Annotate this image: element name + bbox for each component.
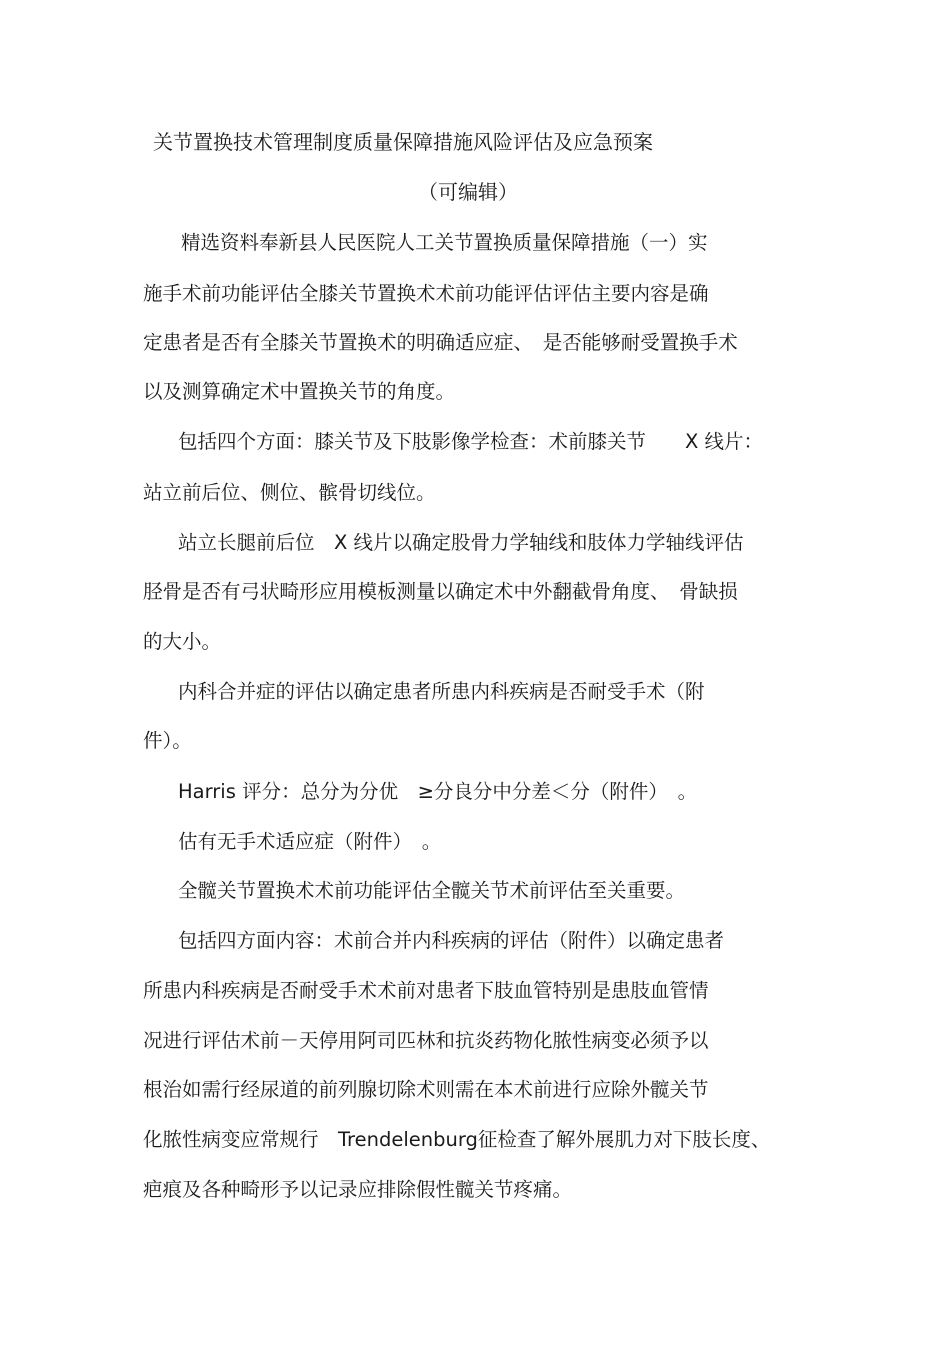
document-title-line-2: （可编辑） bbox=[418, 180, 518, 204]
body-text-line: 件）。 bbox=[143, 729, 192, 752]
body-text-line: 的大小。 bbox=[143, 630, 222, 653]
body-text-line: 根治如需行经尿道的前列腺切除术则需在本术前进行应除外髋关节 bbox=[143, 1078, 709, 1101]
body-text-line: 估有无手术适应症（附件） 。 bbox=[178, 830, 442, 853]
body-text-line: 定患者是否有全膝关节置换术的明确适应症、 是否能够耐受置换手术 bbox=[143, 331, 738, 354]
body-text-line: 站立长腿前后位 X 线片以确定股骨力学轴线和肢体力学轴线评估 bbox=[178, 531, 744, 554]
body-text-line: 精选资料奉新县人民医院人工关节置换质量保障措施（一）实 bbox=[181, 231, 708, 254]
document-title-line-1: 关节置换技术管理制度质量保障措施风险评估及应急预案 bbox=[153, 130, 653, 154]
body-text-line: 疤痕及各种畸形予以记录应排除假性髋关节疼痛。 bbox=[143, 1178, 573, 1201]
body-text-line: 包括四个方面：膝关节及下肢影像学检查：术前膝关节 X 线片： bbox=[178, 430, 764, 453]
body-text-line: 内科合并症的评估以确定患者所患内科疾病是否耐受手术（附 bbox=[178, 680, 705, 703]
body-text-line: 以及测算确定术中置换关节的角度。 bbox=[143, 380, 456, 403]
body-text-line: 况进行评估术前－天停用阿司匹林和抗炎药物化脓性病变必须予以 bbox=[143, 1029, 709, 1052]
body-text-line: 站立前后位、侧位、髌骨切线位。 bbox=[143, 481, 436, 504]
body-text-line: 所患内科疾病是否耐受手术术前对患者下肢血管特别是患肢血管情 bbox=[143, 979, 709, 1002]
body-text-line: 全髋关节置换术术前功能评估全髋关节术前评估至关重要。 bbox=[178, 879, 686, 902]
body-text-line: 施手术前功能评估全膝关节置换术术前功能评估评估主要内容是确 bbox=[143, 282, 709, 305]
body-text-line: 包括四方面内容：术前合并内科疾病的评估（附件）以确定患者 bbox=[178, 929, 725, 952]
body-text-line: 化脓性病变应常规行 Trendelenburg征检查了解外展肌力对下肢长度、 bbox=[143, 1128, 771, 1151]
body-text-line: 胫骨是否有弓状畸形应用模板测量以确定术中外翻截骨角度、 骨缺损 bbox=[143, 580, 738, 603]
body-text-line: Harris 评分：总分为分优 ≥分良分中分差＜分（附件） 。 bbox=[178, 780, 698, 803]
